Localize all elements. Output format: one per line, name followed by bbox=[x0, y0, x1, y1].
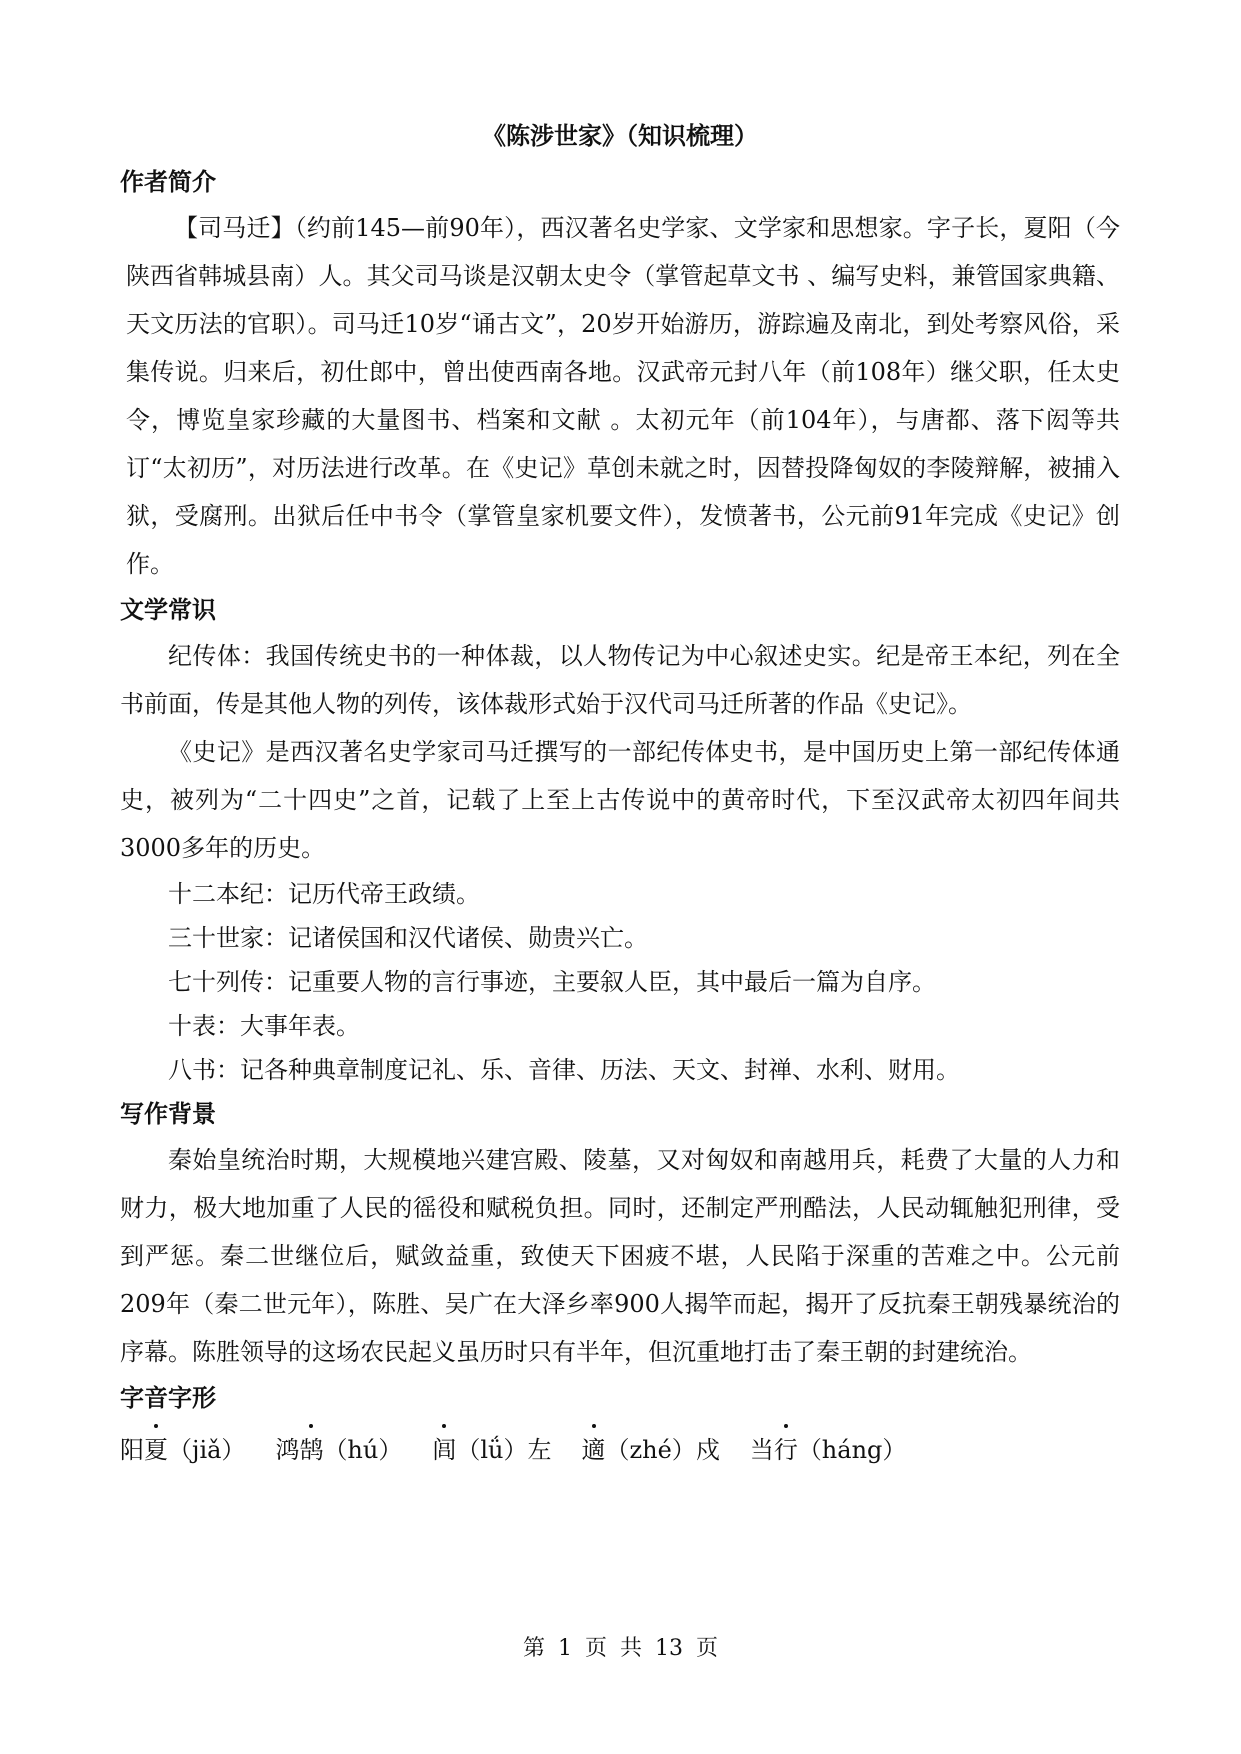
page-number-footer: 第 1 页 共 13 页 bbox=[523, 1636, 718, 1661]
pron-prefix: 阳 bbox=[120, 1436, 144, 1464]
section-heading-author: 作者简介 bbox=[120, 168, 216, 196]
pronunciation-item bbox=[750, 1426, 907, 1474]
section-heading-literature: 文学常识 bbox=[120, 596, 216, 624]
emphasized-char: 鹄 bbox=[299, 1426, 323, 1474]
emphasized-char: 夏 bbox=[144, 1426, 168, 1474]
emphasized-char: 行 bbox=[774, 1426, 798, 1474]
emphasized-char: 闾 bbox=[432, 1426, 456, 1474]
section-heading-pronunciation: 字音字形 bbox=[120, 1384, 216, 1412]
document-page bbox=[120, 112, 1120, 1474]
literature-paragraph: 《史记》是西汉著名史学家司马迁撰写的一部纪传体史书，是中国历史上第一部纪传体通史，被列为“二十四史”之首，记载了上至上古传说中的黄帝时代，下至汉武帝太初四年间共3000多年的历史。 bbox=[120, 738, 1120, 862]
pronunciation-item bbox=[582, 1426, 720, 1474]
pronunciation-item bbox=[432, 1426, 551, 1474]
literature-list-item: 三十世家：记诸侯国和汉代诸侯、勋贵兴亡。 bbox=[168, 924, 648, 952]
pron-suffix: 戍 bbox=[695, 1436, 720, 1464]
pron-pinyin: （lǘ） bbox=[456, 1436, 528, 1464]
pron-suffix: 左 bbox=[527, 1436, 552, 1464]
author-paragraph: 【司马迁】（约前145—前90年），西汉著名史学家、文学家和思想家。字子长，夏阳（今陕西省韩城县南）人。其父司马谈是汉朝太史令（掌管起草文书 、编写史料，兼管国家典籍、天文历法的官职）。司马迁10岁“诵古文”，20岁开始游历，游踪遍及南北，到处考察风俗，采集传说。归来后，初仕郎中，曾出使西南各地。汉武帝元封八年（前108年）继父职，任太史令，博览皇家珍藏的大量图书、档案和文献 。太初元年（前104年），与唐都、落下闳等共订“太初历”，对历法进行改革。在《史记》草创未就之时，因替投降匈奴的李陵辩解，被捕入狱，受腐刑。出狱后任中书令（掌管皇家机要文件），发愤著书，公元前91年完成《史记》创作。 bbox=[126, 214, 1120, 578]
literature-list-item: 十表：大事年表。 bbox=[168, 1012, 360, 1040]
section-heading-background: 写作背景 bbox=[120, 1100, 216, 1128]
emphasized-char: 適 bbox=[582, 1426, 606, 1474]
literature-list-item: 八书：记各种典章制度记礼、乐、音律、历法、天文、封禅、水利、财用。 bbox=[168, 1056, 960, 1084]
pron-prefix: 鸿 bbox=[275, 1436, 300, 1464]
pron-prefix: 当 bbox=[749, 1436, 774, 1464]
pron-pinyin: （hú） bbox=[323, 1436, 403, 1464]
literature-list-item: 七十列传：记重要人物的言行事迹，主要叙人臣，其中最后一篇为自序。 bbox=[168, 968, 936, 996]
pron-pinyin: （háng） bbox=[797, 1436, 907, 1464]
literature-paragraph: 纪传体：我国传统史书的一种体裁，以人物传记为中心叙述史实。纪是帝王本纪，列在全书前面，传是其他人物的列传，该体裁形式始于汉代司马迁所著的作品《史记》。 bbox=[120, 642, 1120, 718]
background-paragraph: 秦始皇统治时期，大规模地兴建宫殿、陵墓，又对匈奴和南越用兵，耗费了大量的人力和财力，极大地加重了人民的徭役和赋税负担。同时，还制定严刑酷法，人民动辄触犯刑律，受到严惩。秦二世继位后，赋敛益重，致使天下困疲不堪，人民陷于深重的苦难之中。公元前209年（秦二世元年），陈胜、吴广在大泽乡率900人揭竿而起，揭开了反抗秦王朝残暴统治的序幕。陈胜领导的这场农民起义虽历时只有半年，但沉重地打击了秦王朝的封建统治。 bbox=[120, 1146, 1120, 1366]
pron-pinyin: （zhé） bbox=[605, 1436, 696, 1464]
pron-pinyin: （jiǎ） bbox=[168, 1436, 246, 1464]
pronunciation-list bbox=[120, 1426, 1120, 1474]
literature-list-item: 十二本纪：记历代帝王政绩。 bbox=[168, 880, 480, 908]
pronunciation-item bbox=[275, 1426, 402, 1474]
pronunciation-item bbox=[120, 1426, 245, 1474]
document-title: 《陈涉世家》（知识梳理） bbox=[482, 121, 758, 150]
